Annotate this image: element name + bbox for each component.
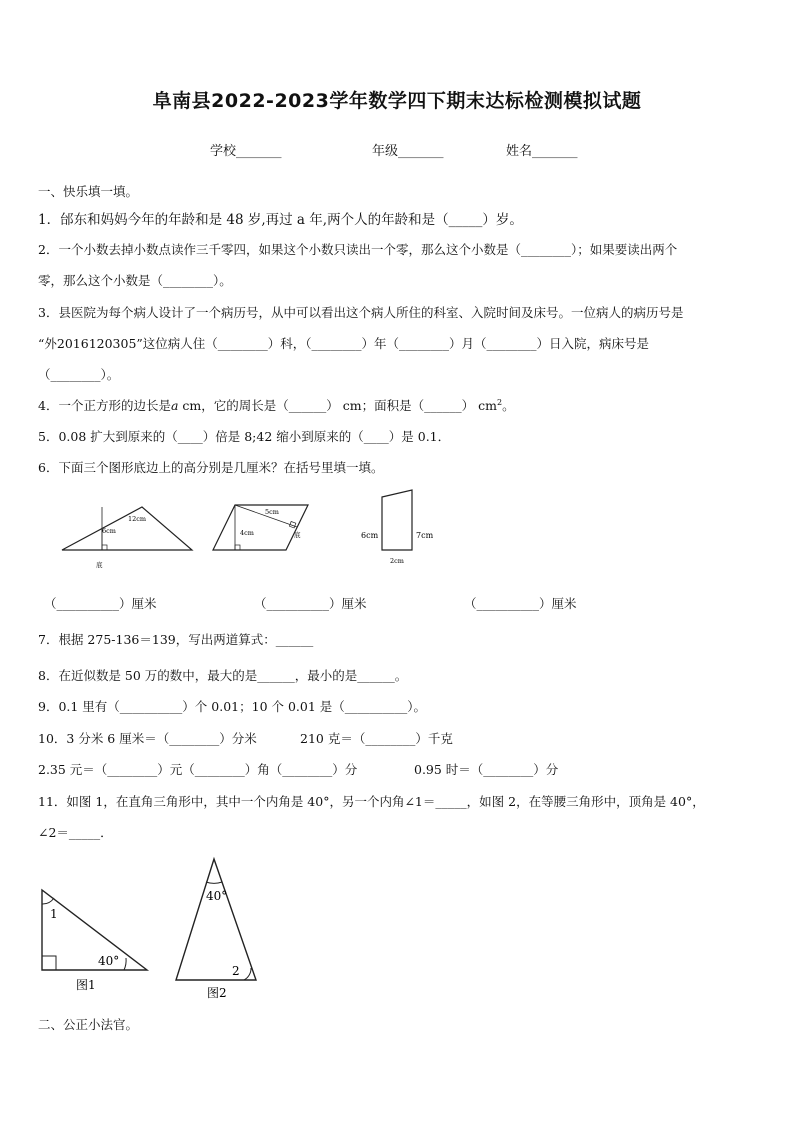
fig1-caption: 图1	[76, 978, 96, 992]
question-6: 6．下面三个图形底边上的高分别是几厘米？在括号里填一填。	[38, 460, 384, 475]
question-10-a: 10．3 分米 6 厘米＝（________）分米	[38, 731, 257, 746]
question-3-line-1: 3．县医院为每个病人设计了一个病历号，从中可以看出这个病人所住的科室、入院时间及床号。一位病人的病历号是	[38, 305, 684, 320]
question-3-line-2: “外2016120305”这位病人住（________）科，（________）年（________）月（________）日入院，病床号是	[38, 336, 650, 351]
question-7: 7．根据 275-136＝139，写出两道算式：______	[38, 632, 314, 647]
para-label-4: 4cm	[240, 529, 254, 537]
q4-end: 。	[502, 398, 515, 413]
trap-label-7: 7cm	[416, 531, 434, 540]
q4-mid: ，它的周长是（______）	[201, 398, 339, 413]
q6-parallelogram-figure	[213, 505, 308, 550]
question-5: 5．0.08 扩大到原来的（____）倍是 8;42 缩小到原来的（____）是 0.1．	[38, 429, 451, 444]
question-1: 1．邰东和妈妈今年的年龄和是 48 岁,再过 a 年,两个人的年龄和是（_____）岁。	[38, 212, 523, 228]
fig2-angle-2: 2	[232, 964, 240, 978]
tri-base-label: 底	[96, 561, 103, 569]
q6-answer-3: （__________）厘米	[464, 596, 577, 611]
question-3-line-3: （________）。	[38, 367, 120, 382]
question-11-line-2: ∠2＝_____．	[38, 825, 113, 840]
trap-label-6: 6cm	[361, 531, 379, 540]
page-title: 阜南县2022-2023学年数学四下期末达标检测模拟试题	[152, 90, 642, 112]
q4-prefix: 4．一个正方形的边长是	[38, 398, 171, 413]
question-9: 9．0.1 里有（__________）个 0.01；10 个 0.01 是（__________）。	[38, 699, 427, 714]
fig1-angle-40: 40°	[98, 954, 120, 968]
q6-answer-1: （__________）厘米	[44, 596, 157, 611]
school-field: 学校_______	[210, 144, 282, 159]
trap-label-2: 2cm	[390, 557, 404, 565]
q11-figure-1	[42, 890, 147, 992]
fig2-angle-40: 40°	[206, 889, 228, 903]
q6-trapezoid-figure	[361, 490, 434, 565]
question-11-line-1: 11．如图 1，在直角三角形中，其中一个内角是 40°，另一个内角∠1＝_____，如图 2，在等腰三角形中，顶角是 40°，	[38, 794, 705, 809]
para-label-5: 5cm	[265, 508, 279, 516]
question-2-line-2: 零，那么这个小数是（________）。	[38, 273, 232, 288]
q4-unit1: cm	[182, 398, 202, 413]
q6-figures	[50, 485, 450, 575]
grade-field: 年级_______	[372, 144, 444, 159]
fig1-angle-1: 1	[50, 907, 58, 921]
question-10-c: 2.35 元＝（________）元（________）角（________）分	[38, 762, 358, 777]
tri-label-6: 6cm	[102, 527, 116, 535]
q11-figure-2	[176, 859, 256, 1000]
tri-label-12: 12cm	[128, 515, 147, 523]
q4-mid2: ；面积是（______）	[361, 398, 475, 413]
q6-answer-2: （__________）厘米	[254, 596, 367, 611]
question-10-d: 0.95 时＝（________）分	[414, 762, 559, 777]
question-8: 8．在近似数是 50 万的数中，最大的是______，最小的是______。	[38, 668, 408, 683]
question-10-b: 210 克＝（________）千克	[300, 731, 453, 746]
question-2-line-1: 2．一个小数去掉小数点读作三千零四，如果这个小数只读出一个零，那么这个小数是（________）；如果要读出两个	[38, 242, 678, 257]
question-4	[38, 396, 515, 414]
section-2-heading: 二、公正小法官。	[38, 1017, 139, 1032]
name-field: 姓名_______	[506, 144, 578, 159]
q4-unit3: cm	[478, 398, 497, 413]
section-1-heading: 一、快乐填一填。	[38, 184, 139, 199]
fig2-caption: 图2	[207, 986, 227, 1000]
q11-figures	[30, 852, 280, 1002]
q4-sup: 2	[496, 397, 503, 407]
q4-var: a	[170, 398, 179, 413]
q4-unit2: cm	[342, 398, 362, 413]
para-base-label: 底	[294, 531, 301, 539]
q6-triangle-figure	[62, 507, 192, 569]
